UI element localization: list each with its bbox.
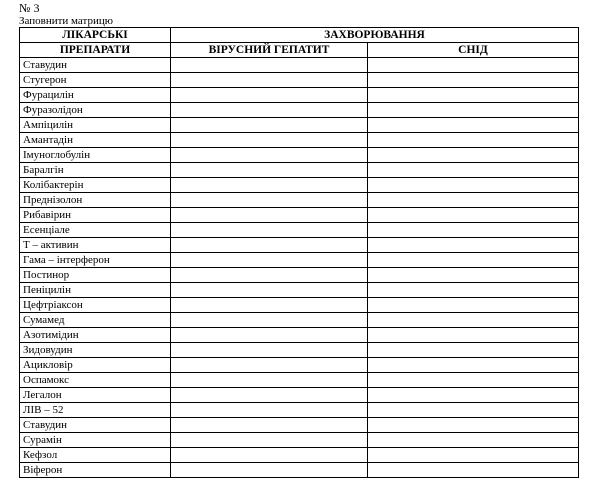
aids-answer-cell[interactable] <box>368 163 579 178</box>
table-row <box>20 448 579 463</box>
header-row-top <box>20 28 579 43</box>
hepatitis-answer-cell[interactable] <box>171 133 368 148</box>
aids-answer-cell[interactable] <box>368 403 579 418</box>
document-page <box>19 2 579 478</box>
drug-name-cell: Оспамокс <box>20 373 171 388</box>
hepatitis-answer-cell[interactable] <box>171 448 368 463</box>
table-row <box>20 253 579 268</box>
table-row <box>20 463 579 478</box>
drug-name-cell: Зидовудин <box>20 343 171 358</box>
hepatitis-answer-cell[interactable] <box>171 58 368 73</box>
hepatitis-answer-cell[interactable] <box>171 268 368 283</box>
table-row <box>20 118 579 133</box>
drug-name-cell: Постинор <box>20 268 171 283</box>
drug-name-cell: Пеніцилін <box>20 283 171 298</box>
hepatitis-answer-cell[interactable] <box>171 208 368 223</box>
hepatitis-answer-cell[interactable] <box>171 118 368 133</box>
hepatitis-answer-cell[interactable] <box>171 433 368 448</box>
hepatitis-answer-cell[interactable] <box>171 403 368 418</box>
aids-answer-cell[interactable] <box>368 88 579 103</box>
table-row <box>20 208 579 223</box>
drug-name-cell: Рибавірин <box>20 208 171 223</box>
aids-answer-cell[interactable] <box>368 298 579 313</box>
header-row-bottom <box>20 43 579 58</box>
aids-answer-cell[interactable] <box>368 223 579 238</box>
drug-name-cell: Стугерон <box>20 73 171 88</box>
aids-answer-cell[interactable] <box>368 133 579 148</box>
table-row <box>20 238 579 253</box>
hepatitis-answer-cell[interactable] <box>171 163 368 178</box>
aids-answer-cell[interactable] <box>368 58 579 73</box>
aids-answer-cell[interactable] <box>368 268 579 283</box>
hepatitis-answer-cell[interactable] <box>171 463 368 478</box>
table-row <box>20 328 579 343</box>
aids-answer-cell[interactable] <box>368 313 579 328</box>
table-row <box>20 148 579 163</box>
table-row <box>20 343 579 358</box>
disease-column-aids: СНІД <box>368 43 579 58</box>
table-row <box>20 88 579 103</box>
drug-name-cell: Легалон <box>20 388 171 403</box>
hepatitis-answer-cell[interactable] <box>171 373 368 388</box>
aids-answer-cell[interactable] <box>368 343 579 358</box>
drug-name-cell: Ацикловір <box>20 358 171 373</box>
drugs-header-line1: ЛІКАРСЬКІ <box>20 28 171 43</box>
table-row <box>20 433 579 448</box>
hepatitis-answer-cell[interactable] <box>171 223 368 238</box>
hepatitis-answer-cell[interactable] <box>171 298 368 313</box>
drug-name-cell: Т – активин <box>20 238 171 253</box>
drug-name-cell: Фурацилін <box>20 88 171 103</box>
table-row <box>20 313 579 328</box>
table-row <box>20 73 579 88</box>
table-row <box>20 178 579 193</box>
table-row <box>20 403 579 418</box>
table-row <box>20 103 579 118</box>
hepatitis-answer-cell[interactable] <box>171 238 368 253</box>
aids-answer-cell[interactable] <box>368 208 579 223</box>
aids-answer-cell[interactable] <box>368 283 579 298</box>
task-instruction: Заповнити матрицю <box>19 15 113 27</box>
drug-name-cell: Цефтріаксон <box>20 298 171 313</box>
disease-column-hepatitis: ВІРУСНИЙ ГЕПАТИТ <box>171 43 368 58</box>
aids-answer-cell[interactable] <box>368 373 579 388</box>
hepatitis-answer-cell[interactable] <box>171 313 368 328</box>
drug-name-cell: ЛІВ – 52 <box>20 403 171 418</box>
drugs-header-line2: ПРЕПАРАТИ <box>20 43 171 58</box>
hepatitis-answer-cell[interactable] <box>171 178 368 193</box>
hepatitis-answer-cell[interactable] <box>171 73 368 88</box>
aids-answer-cell[interactable] <box>368 193 579 208</box>
aids-answer-cell[interactable] <box>368 463 579 478</box>
drug-disease-matrix <box>19 27 579 478</box>
table-row <box>20 418 579 433</box>
aids-answer-cell[interactable] <box>368 448 579 463</box>
drug-name-cell: Віферон <box>20 463 171 478</box>
aids-answer-cell[interactable] <box>368 328 579 343</box>
table-row <box>20 268 579 283</box>
drug-name-cell: Амантадін <box>20 133 171 148</box>
matrix-body <box>20 58 579 478</box>
drug-name-cell: Азотимідин <box>20 328 171 343</box>
aids-answer-cell[interactable] <box>368 358 579 373</box>
hepatitis-answer-cell[interactable] <box>171 388 368 403</box>
drug-name-cell: Кефзол <box>20 448 171 463</box>
aids-answer-cell[interactable] <box>368 388 579 403</box>
drug-name-cell: Баралгін <box>20 163 171 178</box>
aids-answer-cell[interactable] <box>368 103 579 118</box>
hepatitis-answer-cell[interactable] <box>171 283 368 298</box>
aids-answer-cell[interactable] <box>368 118 579 133</box>
drug-name-cell: Гама – інтерферон <box>20 253 171 268</box>
hepatitis-answer-cell[interactable] <box>171 103 368 118</box>
drug-name-cell: Колібактерін <box>20 178 171 193</box>
aids-answer-cell[interactable] <box>368 253 579 268</box>
table-row <box>20 388 579 403</box>
hepatitis-answer-cell[interactable] <box>171 193 368 208</box>
aids-answer-cell[interactable] <box>368 178 579 193</box>
hepatitis-answer-cell[interactable] <box>171 418 368 433</box>
table-row <box>20 373 579 388</box>
hepatitis-answer-cell[interactable] <box>171 88 368 103</box>
drug-name-cell: Преднізолон <box>20 193 171 208</box>
hepatitis-answer-cell[interactable] <box>171 148 368 163</box>
table-row <box>20 133 579 148</box>
hepatitis-answer-cell[interactable] <box>171 343 368 358</box>
table-row <box>20 193 579 208</box>
table-row <box>20 163 579 178</box>
aids-answer-cell[interactable] <box>368 238 579 253</box>
aids-answer-cell[interactable] <box>368 433 579 448</box>
hepatitis-answer-cell[interactable] <box>171 328 368 343</box>
diseases-header: ЗАХВОРЮВАННЯ <box>171 28 579 43</box>
table-row <box>20 283 579 298</box>
drug-name-cell: Есенціале <box>20 223 171 238</box>
aids-answer-cell[interactable] <box>368 418 579 433</box>
drug-name-cell: Сумамед <box>20 313 171 328</box>
drug-name-cell: Імуноглобулін <box>20 148 171 163</box>
task-number: № 3 <box>19 1 40 15</box>
table-row <box>20 298 579 313</box>
table-row <box>20 58 579 73</box>
table-row <box>20 358 579 373</box>
drug-name-cell: Ставудин <box>20 418 171 433</box>
drug-name-cell: Ампіцилін <box>20 118 171 133</box>
aids-answer-cell[interactable] <box>368 148 579 163</box>
hepatitis-answer-cell[interactable] <box>171 253 368 268</box>
drug-name-cell: Сурамін <box>20 433 171 448</box>
table-row <box>20 223 579 238</box>
drug-name-cell: Фуразолідон <box>20 103 171 118</box>
drug-name-cell: Ставудин <box>20 58 171 73</box>
aids-answer-cell[interactable] <box>368 73 579 88</box>
hepatitis-answer-cell[interactable] <box>171 358 368 373</box>
